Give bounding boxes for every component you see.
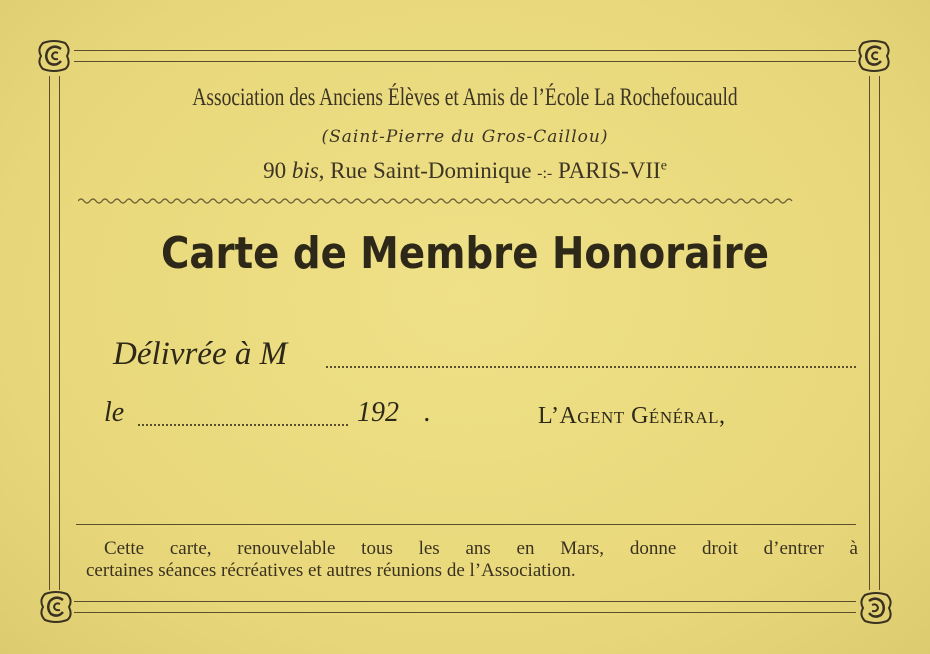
date-field[interactable]	[138, 424, 348, 426]
card-title: Carte de Membre Honoraire	[160, 228, 770, 279]
address-bis: bis,	[291, 158, 325, 183]
signature-label: L’Agent Général,	[538, 403, 726, 429]
bottom-border-line-outer	[74, 612, 856, 613]
address-city: PARIS-VII	[558, 158, 661, 183]
footer-note-line-2: certaines séances récréatives et autres réunions de l’Association.	[86, 560, 576, 581]
corner-ornament-top-left-icon	[37, 39, 71, 73]
bottom-border-line-inner	[74, 601, 856, 602]
date-label: le	[104, 397, 125, 428]
right-border-line-inner	[869, 76, 870, 590]
address-city-suffix: e	[660, 158, 667, 174]
top-border-line-outer	[74, 50, 856, 51]
address-line	[60, 158, 870, 184]
corner-ornament-top-right-icon	[857, 39, 891, 73]
corner-ornament-bottom-left-icon	[39, 590, 73, 624]
right-border-line-outer	[879, 76, 880, 590]
footer-separator	[76, 524, 856, 525]
delivered-to-field[interactable]	[326, 366, 856, 368]
address-number: 90	[263, 158, 287, 183]
left-border-line-outer	[49, 76, 50, 590]
address-street: Rue Saint-Dominique	[330, 158, 532, 183]
left-border-line-inner	[59, 76, 60, 590]
footer-note	[86, 538, 858, 582]
wavy-divider	[78, 196, 852, 206]
address-separator: -:-	[537, 165, 553, 182]
association-name: Association des Anciens Élèves et Amis de l’École La Rochefoucauld	[192, 84, 738, 111]
top-border-line-inner	[74, 61, 856, 62]
footer-note-line-1: Cette carte, renouvelable tous les ans en Mars, donne droit d’entrer à	[104, 538, 858, 559]
corner-ornament-bottom-right-icon	[859, 591, 893, 625]
delivered-to-label: Délivrée à M	[113, 336, 288, 372]
parish-subtitle: (Saint-Pierre du Gros-Caillou)	[321, 127, 609, 147]
year-prefix: 192 .	[357, 397, 431, 428]
